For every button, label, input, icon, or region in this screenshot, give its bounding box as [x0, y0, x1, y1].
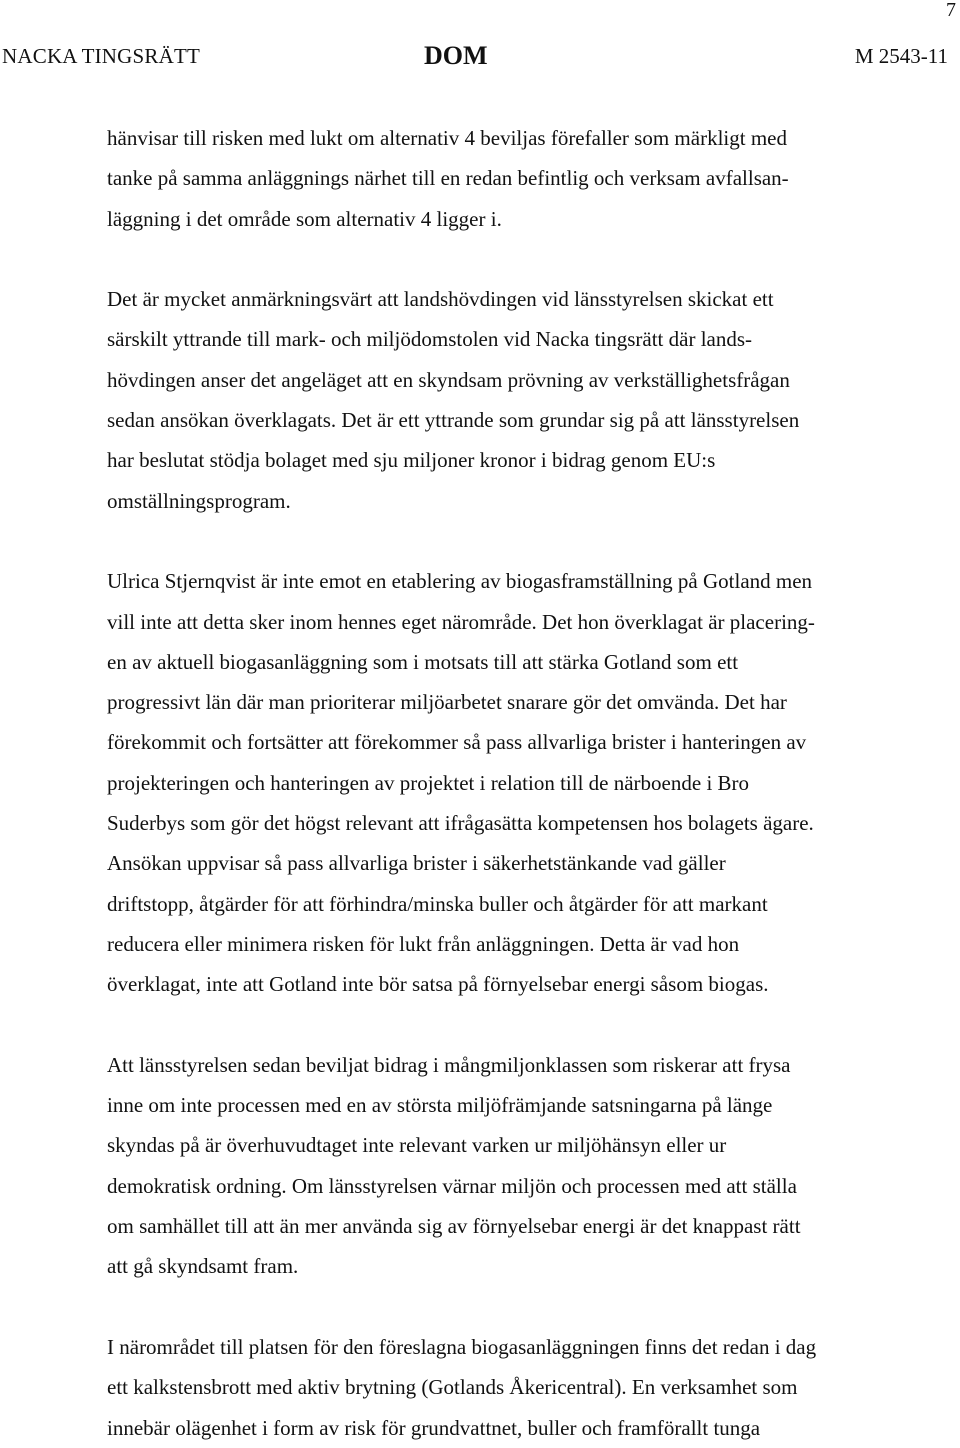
text-line: läggning i det område som alternativ 4 ligger i. — [107, 206, 502, 231]
text-line: sedan ansökan överklagats. Det är ett yttrande som grundar sig på att länsstyrelsen — [107, 408, 800, 433]
text-line: Att länsstyrelsen sedan beviljat bidrag i mångmiljonklassen som riskerar att frysa — [107, 1052, 791, 1077]
document-header — [2, 41, 948, 72]
text-line: hövdingen anser det angeläget att en skyndsam prövning av verkställighetsfrågan — [107, 367, 790, 392]
text-line: om samhället till att än mer använda sig av förnyelsebar energi är det knappast rätt — [107, 1214, 801, 1239]
text-line: tanke på samma anläggnings närhet till en redan befintlig och verksam avfallsan- — [107, 166, 789, 191]
text-line: inne om inte processen med en av största miljöfrämjande satsningarna på länge — [107, 1093, 773, 1118]
text-line: demokratisk ordning. Om länsstyrelsen värnar miljön och processen med att ställa — [107, 1173, 797, 1198]
text-line: hänvisar till risken med lukt om alternativ 4 beviljas förefaller som märkligt med — [107, 126, 787, 150]
text-line: Ansökan uppvisar så pass allvarliga brister i säkerhetstänkande vad gäller — [107, 851, 726, 876]
text-line: Ulrica Stjernqvist är inte emot en etablering av biogasframställning på Gotland men — [107, 569, 813, 594]
text-line: progressivt län där man prioriterar miljöarbetet snarare gör det omvända. Det har — [107, 690, 787, 715]
text-line: har beslutat stödja bolaget med sju miljoner kronor i bidrag genom EU:s — [107, 448, 716, 473]
paragraph-spacer — [107, 239, 897, 279]
paragraph-4 — [107, 1045, 897, 1287]
paragraph-spacer — [107, 521, 897, 561]
text-line: förekommit och fortsätter att förekommer så pass allvarliga brister i hanteringen av — [107, 730, 807, 755]
text-line: att gå skyndsamt fram. — [107, 1254, 299, 1279]
text-line: projekteringen och hanteringen av projektet i relation till de närboende i Bro — [107, 770, 750, 795]
text-line: ett kalkstensbrott med aktiv brytning (Gotlands Åkericentral). En verksamhet som — [107, 1375, 798, 1400]
paragraph-5 — [107, 1327, 897, 1448]
text-line: skyndas på är överhuvudtaget inte relevant varken ur miljöhänsyn eller ur — [107, 1133, 727, 1158]
text-line: vill inte att detta sker inom hennes eget närområde. Det hon överklagat är placering- — [107, 609, 815, 634]
page-number: 7 — [946, 0, 956, 21]
text-line: reducera eller minimera risken för lukt från anläggningen. Detta är vad hon — [107, 931, 740, 956]
paragraph-2 — [107, 279, 897, 521]
paragraph-spacer — [107, 1005, 897, 1045]
text-line: I närområdet till platsen för den föreslagna biogasanläggningen finns det redan i dag — [107, 1334, 817, 1359]
document-type: DOM — [424, 41, 488, 70]
case-number: M 2543-11 — [854, 44, 948, 68]
text-line: en av aktuell biogasanläggning som i motsats till att stärka Gotland som ett — [107, 649, 739, 674]
paragraph-3 — [107, 561, 897, 1004]
text-line: Suderbys som gör det högst relevant att ifrågasätta kompetensen hos bolagets ägare. — [107, 811, 814, 836]
body-text — [107, 118, 897, 1448]
text-line: driftstopp, åtgärder för att förhindra/minska buller och åtgärder för att markant — [107, 891, 768, 916]
text-line: innebär olägenhet i form av risk för grundvattnet, buller och framförallt tunga — [107, 1415, 761, 1440]
paragraph-spacer — [107, 1287, 897, 1327]
text-line: särskilt yttrande till mark- och miljödomstolen vid Nacka tingsrätt där lands- — [107, 327, 753, 352]
court-name: NACKA TINGSRÄTT — [2, 44, 201, 68]
text-line: överklagat, inte att Gotland inte bör satsa på förnyelsebar energi såsom biogas. — [107, 972, 769, 997]
text-line: omställningsprogram. — [107, 488, 291, 513]
text-line: Det är mycket anmärkningsvärt att landshövdingen vid länsstyrelsen skickat ett — [107, 287, 774, 312]
paragraph-1 — [107, 118, 897, 239]
